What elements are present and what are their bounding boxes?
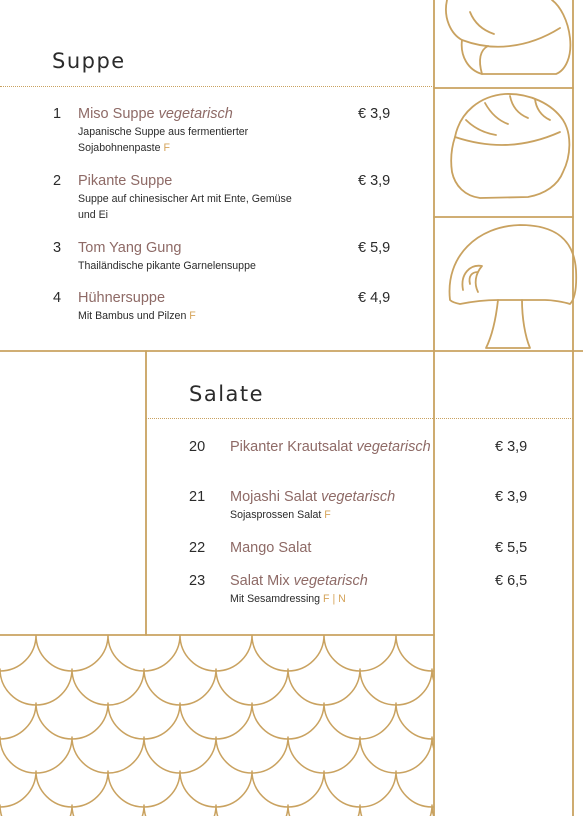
item-price: € 4,9 [358,290,391,306]
vegetarian-tag: vegetarisch [321,489,396,505]
allergen-marker: F [163,142,170,154]
item-price: € 6,5 [495,573,528,589]
dumpling-icon [446,0,570,74]
item-name: Salat Mix [230,573,290,589]
dumpling-icon [451,94,569,198]
item-number: 1 [53,106,62,122]
item-name: Hühnersuppe [78,290,166,306]
item-description: Mit Sesamdressing [230,593,321,605]
item-description: Thailändische pikante Garnelensuppe [78,260,256,272]
item-name: Mango Salat [230,540,312,556]
item-price: € 3,9 [495,439,528,455]
item-number: 20 [189,439,206,455]
vegetarian-tag: vegetarisch [356,439,431,455]
item-name: Mojashi Salat [230,489,318,505]
item-number: 2 [53,173,62,189]
item-number: 3 [53,240,62,256]
allergen-marker: N [338,593,346,605]
vegetarian-tag: vegetarisch [293,573,368,589]
item-price: € 3,9 [495,489,528,505]
item-description: Mit Bambus und Pilzen [78,310,187,322]
vegetarian-tag: vegetarisch [158,106,233,122]
mushroom-icon [449,225,576,348]
item-description: Japanische Suppe aus fermentierter Sojabohnenpaste [78,126,249,154]
item-name: Miso Suppe [78,106,155,122]
section-title-suppe: Suppe [52,49,126,73]
item-name: Pikante Suppe [78,173,173,189]
allergen-marker: F [324,509,331,521]
allergen-marker: F [323,593,330,605]
item-price: € 3,9 [358,106,391,122]
dotted-divider [146,418,573,419]
item-number: 22 [189,540,206,556]
item-price: € 5,9 [358,240,391,256]
item-number: 4 [53,290,62,306]
dotted-divider [0,86,434,87]
scale-pattern [0,635,504,816]
item-price: € 3,9 [358,173,391,189]
item-name: Pikanter Krautsalat [230,439,353,455]
item-description: Sojasprossen Salat [230,509,322,521]
section-title-salate: Salate [189,382,265,406]
item-number: 21 [189,489,206,505]
item-number: 23 [189,573,206,589]
allergen-marker: F [189,310,196,322]
item-name: Tom Yang Gung [78,240,182,256]
item-price: € 5,5 [495,540,528,556]
item-description: Suppe auf chinesischer Art mit Ente, Gemüse und Ei [78,193,292,221]
